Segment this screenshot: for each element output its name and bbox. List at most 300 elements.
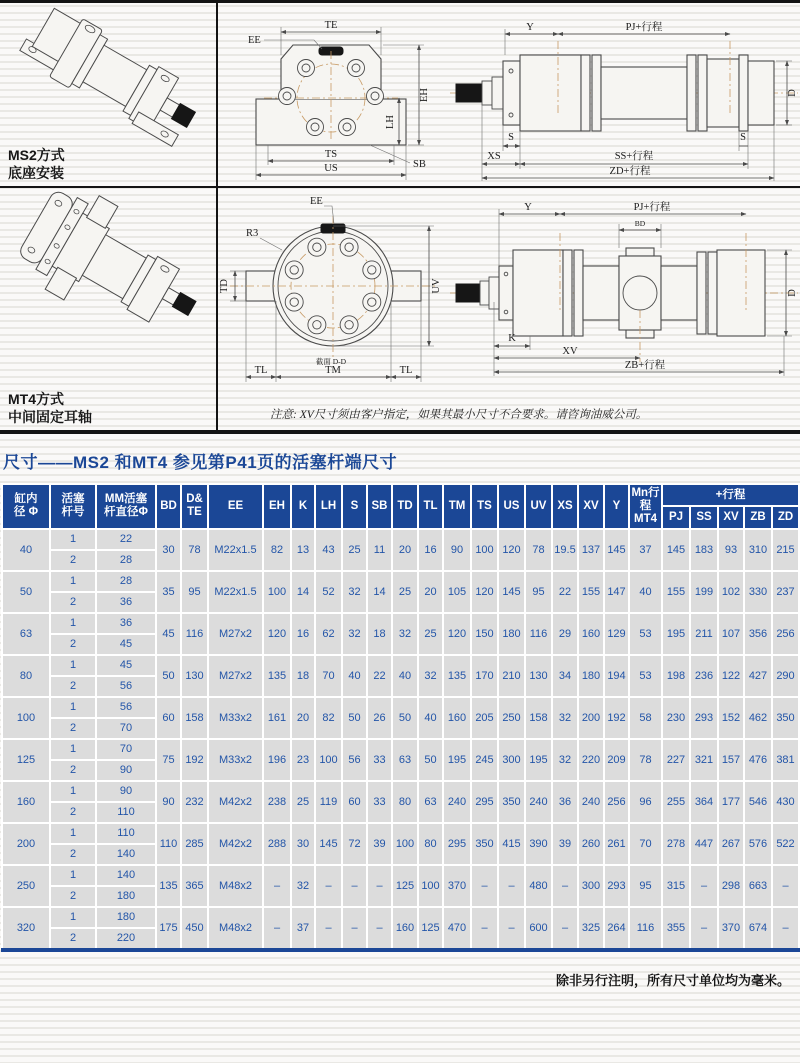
dim-value-cell: 210	[498, 655, 525, 697]
header-plus-col-2: XV	[718, 506, 744, 528]
dim-value-cell: 293	[690, 697, 718, 739]
dim-value-cell: 364	[690, 781, 718, 823]
rod-no-cell: 2	[50, 928, 96, 950]
dim-value-cell: 230	[662, 697, 690, 739]
dim-value-cell: 240	[443, 781, 471, 823]
header-K: K	[291, 484, 315, 529]
header-plus-col-4: ZD	[772, 506, 799, 528]
dim-value-cell: 300	[498, 739, 525, 781]
dim-value-cell: 100	[418, 865, 443, 907]
dim-value-cell: 175	[156, 907, 181, 950]
ms2-end-view-drawing	[218, 3, 450, 186]
rod-mm-cell: 90	[96, 760, 156, 781]
dim-value-cell: 119	[315, 781, 342, 823]
rod-no-cell: 1	[50, 907, 96, 928]
bore-cell: 50	[2, 571, 50, 613]
dim-value-cell: 152	[718, 697, 744, 739]
dim-value-cell: 50	[392, 697, 418, 739]
mt4-endview-cell	[218, 188, 450, 400]
dim-value-cell: 122	[718, 655, 744, 697]
size-row-320	[2, 907, 799, 928]
dim-label-td: TD	[219, 279, 230, 293]
ms2-photo-cell	[0, 3, 218, 186]
dim-value-cell: 78	[629, 739, 662, 781]
dim-value-cell: 195	[525, 739, 552, 781]
dim-value-cell: 100	[471, 529, 498, 571]
mt4-isometric-drawing	[0, 188, 218, 356]
rod-no-cell: 2	[50, 844, 96, 865]
dim-value-cell: 430	[772, 781, 799, 823]
dim-value-cell: 32	[552, 697, 578, 739]
dim-value-cell: 125	[418, 907, 443, 950]
dim-value-cell: 37	[291, 907, 315, 950]
dim-value-cell: 427	[744, 655, 772, 697]
dim-value-cell: 310	[744, 529, 772, 571]
dim-value-cell: –	[315, 865, 342, 907]
dim-label-lh: LH	[385, 115, 396, 129]
bore-cell: 40	[2, 529, 50, 571]
mt4-side-view-drawing	[450, 188, 800, 400]
dim-value-cell: –	[342, 865, 367, 907]
dim-value-cell: 158	[181, 697, 208, 739]
header-BD: BD	[156, 484, 181, 529]
dim-value-cell: 34	[552, 655, 578, 697]
dim-label-xs: XS	[487, 151, 501, 162]
rod-no-cell: 2	[50, 634, 96, 655]
header-Mn-MT4: Mn行 程MT4	[629, 484, 662, 529]
dim-value-cell: 40	[418, 697, 443, 739]
dim-value-cell: 285	[181, 823, 208, 865]
dim-value-cell: 160	[578, 613, 604, 655]
rod-no-cell: 1	[50, 529, 96, 550]
dim-value-cell: –	[263, 907, 291, 950]
dim-value-cell: 450	[181, 907, 208, 950]
rod-mm-cell: 180	[96, 886, 156, 907]
dim-value-cell: 116	[525, 613, 552, 655]
dim-value-cell: 29	[552, 613, 578, 655]
ms2-panel	[0, 3, 800, 188]
rod-mm-cell: 56	[96, 676, 156, 697]
dim-value-cell: 96	[629, 781, 662, 823]
mt4-photo-cell	[0, 188, 218, 430]
dim-value-cell: 480	[525, 865, 552, 907]
bore-cell: 160	[2, 781, 50, 823]
header-TS: TS	[471, 484, 498, 529]
header-TM: TM	[443, 484, 471, 529]
dim-value-cell: 321	[690, 739, 718, 781]
dim-value-cell: 130	[181, 655, 208, 697]
dim-value-cell: 674	[744, 907, 772, 950]
dim-value-cell: 350	[498, 781, 525, 823]
dim-value-cell: 161	[263, 697, 291, 739]
dim-value-cell: 58	[629, 697, 662, 739]
dim-value-cell: 522	[772, 823, 799, 865]
dim-value-cell: 50	[342, 697, 367, 739]
rod-no-cell: 1	[50, 865, 96, 886]
dim-value-cell: 40	[629, 571, 662, 613]
dim-value-cell: 19.5	[552, 529, 578, 571]
header-LH: LH	[315, 484, 342, 529]
dim-value-cell: 116	[181, 613, 208, 655]
dim-value-cell: 70	[629, 823, 662, 865]
dim-value-cell: 82	[315, 697, 342, 739]
dim-label-bd: BD	[634, 219, 646, 228]
dim-value-cell: 120	[471, 571, 498, 613]
mt4-panel	[0, 188, 800, 430]
dim-value-cell: 80	[418, 823, 443, 865]
dim-value-cell: 137	[578, 529, 604, 571]
dim-value-cell: 40	[342, 655, 367, 697]
dim-value-cell: 250	[498, 697, 525, 739]
dim-value-cell: 135	[443, 655, 471, 697]
dim-value-cell: 14	[291, 571, 315, 613]
dim-label-r3: R3	[246, 228, 259, 239]
dim-label-y: Y	[526, 22, 534, 33]
dim-value-cell: 264	[604, 907, 629, 950]
dim-label-ee: EE	[310, 196, 323, 207]
dim-value-cell: 20	[418, 571, 443, 613]
dim-value-cell: 35	[156, 571, 181, 613]
dim-value-cell: 227	[662, 739, 690, 781]
mounting-drawings-section	[0, 0, 800, 434]
rod-mm-cell: 70	[96, 718, 156, 739]
header-plus-col-1: SS	[690, 506, 718, 528]
dim-value-cell: 147	[604, 571, 629, 613]
dim-value-cell: 11	[367, 529, 392, 571]
bore-cell: 80	[2, 655, 50, 697]
dim-value-cell: –	[690, 907, 718, 950]
dim-value-cell: 315	[662, 865, 690, 907]
dim-label-k: K	[508, 333, 516, 344]
footer-note: 除非另行注明，所有尺寸单位均为毫米。	[555, 972, 790, 988]
dim-value-cell: 232	[181, 781, 208, 823]
dim-value-cell: M48x2	[208, 907, 263, 950]
rod-mm-cell: 22	[96, 529, 156, 550]
rod-mm-cell: 110	[96, 802, 156, 823]
page-title: 尺寸——MS2 和MT4 参见第P41页的活塞杆端尺寸	[3, 453, 398, 472]
dim-value-cell: 100	[263, 571, 291, 613]
dim-value-cell: 295	[471, 781, 498, 823]
dim-label-tm: TM	[325, 365, 341, 376]
size-row-50	[2, 571, 799, 592]
header-plus-stroke: +行程	[662, 484, 799, 506]
ms2-label-line2: 底座安装	[8, 164, 64, 181]
header-TL: TL	[418, 484, 443, 529]
dim-value-cell: –	[263, 865, 291, 907]
dim-value-cell: –	[552, 865, 578, 907]
dim-value-cell: 50	[156, 655, 181, 697]
rod-mm-cell: 110	[96, 823, 156, 844]
dim-label-xv: XV	[562, 346, 578, 357]
dim-value-cell: 82	[263, 529, 291, 571]
mt4-label-line1: MT4方式	[8, 390, 64, 407]
rod-no-cell: 1	[50, 739, 96, 760]
ms2-sideview-cell	[450, 3, 800, 186]
size-row-160	[2, 781, 799, 802]
header-SB: SB	[367, 484, 392, 529]
header-bore: 缸内 径 Φ	[2, 484, 50, 529]
rod-no-cell: 1	[50, 781, 96, 802]
dim-value-cell: 22	[367, 655, 392, 697]
dim-value-cell: 75	[156, 739, 181, 781]
dim-value-cell: –	[772, 865, 799, 907]
dim-value-cell: 183	[690, 529, 718, 571]
dim-value-cell: 25	[418, 613, 443, 655]
bore-cell: 100	[2, 697, 50, 739]
dim-value-cell: 56	[342, 739, 367, 781]
dim-value-cell: 145	[604, 529, 629, 571]
dim-value-cell: 45	[156, 613, 181, 655]
header-S: S	[342, 484, 367, 529]
rod-mm-cell: 36	[96, 613, 156, 634]
ms2-isometric-drawing	[0, 3, 218, 153]
size-row-63	[2, 613, 799, 634]
dim-label-uv: UV	[431, 278, 442, 294]
dim-value-cell: 200	[578, 697, 604, 739]
rod-mm-cell: 220	[96, 928, 156, 950]
header-XV: XV	[578, 484, 604, 529]
dim-value-cell: 237	[772, 571, 799, 613]
dim-value-cell: 155	[578, 571, 604, 613]
ms2-side-view-drawing	[450, 3, 800, 186]
dim-value-cell: 25	[392, 571, 418, 613]
dim-value-cell: 14	[367, 571, 392, 613]
size-row-100	[2, 697, 799, 718]
dim-value-cell: 40	[392, 655, 418, 697]
dim-value-cell: 160	[392, 907, 418, 950]
dim-value-cell: 220	[578, 739, 604, 781]
dim-label-zd: ZD+行程	[609, 166, 651, 177]
dim-value-cell: 90	[156, 781, 181, 823]
rod-mm-cell: 36	[96, 592, 156, 613]
header-EE: EE	[208, 484, 263, 529]
dim-value-cell: 32	[342, 613, 367, 655]
dim-value-cell: 18	[291, 655, 315, 697]
rod-mm-cell: 28	[96, 550, 156, 571]
dim-value-cell: 293	[604, 865, 629, 907]
dim-value-cell: M22x1.5	[208, 571, 263, 613]
dim-value-cell: 365	[181, 865, 208, 907]
dim-label-ss: SS+行程	[614, 151, 654, 162]
dim-value-cell: 90	[443, 529, 471, 571]
dim-value-cell: 267	[718, 823, 744, 865]
dim-value-cell: 125	[392, 865, 418, 907]
header-plus-col-0: PJ	[662, 506, 690, 528]
rod-no-cell: 2	[50, 676, 96, 697]
dim-value-cell: 415	[498, 823, 525, 865]
dim-value-cell: 155	[662, 571, 690, 613]
size-row-80	[2, 655, 799, 676]
dim-label-ts: TS	[324, 149, 338, 160]
dim-value-cell: 355	[662, 907, 690, 950]
dim-value-cell: 170	[471, 655, 498, 697]
dim-label-eh: EH	[419, 88, 430, 102]
dim-value-cell: 470	[443, 907, 471, 950]
dim-value-cell: –	[315, 907, 342, 950]
dim-value-cell: 260	[578, 823, 604, 865]
dim-label-ee: EE	[248, 35, 261, 46]
dim-value-cell: 100	[315, 739, 342, 781]
dim-value-cell: 198	[662, 655, 690, 697]
mt4-end-view-drawing	[218, 188, 450, 400]
dim-value-cell: 160	[443, 697, 471, 739]
dim-value-cell: 145	[315, 823, 342, 865]
header-TD: TD	[392, 484, 418, 529]
dim-value-cell: –	[690, 865, 718, 907]
dim-value-cell: 33	[367, 739, 392, 781]
header-US: US	[498, 484, 525, 529]
dim-value-cell: 196	[263, 739, 291, 781]
dim-value-cell: 16	[291, 613, 315, 655]
dimensions-table	[1, 483, 800, 952]
header-EH: EH	[263, 484, 291, 529]
header-rod-mm: MM活塞 杆直径Φ	[96, 484, 156, 529]
dim-value-cell: 663	[744, 865, 772, 907]
dim-value-cell: 52	[315, 571, 342, 613]
dim-value-cell: 177	[718, 781, 744, 823]
dim-value-cell: 205	[471, 697, 498, 739]
dim-label-te: TE	[324, 20, 338, 31]
dim-value-cell: M33x2	[208, 739, 263, 781]
dim-value-cell: 63	[418, 781, 443, 823]
rod-no-cell: 1	[50, 697, 96, 718]
dim-value-cell: 78	[181, 529, 208, 571]
rod-no-cell: 1	[50, 613, 96, 634]
dim-value-cell: 30	[156, 529, 181, 571]
ms2-label-line1: MS2方式	[8, 146, 65, 163]
dim-value-cell: 298	[718, 865, 744, 907]
dim-value-cell: 53	[629, 655, 662, 697]
bore-cell: 125	[2, 739, 50, 781]
dim-value-cell: 145	[498, 571, 525, 613]
dim-label-tl2: TL	[399, 365, 413, 376]
dim-value-cell: 25	[342, 529, 367, 571]
dim-value-cell: 95	[629, 865, 662, 907]
dim-value-cell: –	[552, 907, 578, 950]
size-row-200	[2, 823, 799, 844]
dim-value-cell: M27x2	[208, 655, 263, 697]
dim-label-tl1: TL	[254, 365, 268, 376]
dim-value-cell: 62	[315, 613, 342, 655]
dim-value-cell: 300	[578, 865, 604, 907]
section-label: 截面 D-D	[315, 357, 347, 366]
ms2-mount-label	[8, 146, 65, 182]
dim-value-cell: 95	[525, 571, 552, 613]
dim-value-cell: 195	[662, 613, 690, 655]
dim-value-cell: 39	[552, 823, 578, 865]
dim-value-cell: 261	[604, 823, 629, 865]
dim-label-s1: S	[508, 132, 514, 143]
dim-value-cell: 37	[629, 529, 662, 571]
dim-value-cell: 60	[342, 781, 367, 823]
header-rod-no: 活塞 杆号	[50, 484, 96, 529]
dim-value-cell: 390	[525, 823, 552, 865]
dim-value-cell: 256	[772, 613, 799, 655]
rod-no-cell: 2	[50, 760, 96, 781]
dim-value-cell: M42x2	[208, 823, 263, 865]
rod-mm-cell: 56	[96, 697, 156, 718]
dim-value-cell: 370	[443, 865, 471, 907]
mt4-note: 注意: XV尺寸须由客户指定，如果其最小尺寸不合要求。请咨询油威公司。	[270, 409, 648, 421]
rod-mm-cell: 45	[96, 655, 156, 676]
bore-cell: 63	[2, 613, 50, 655]
dim-value-cell: 70	[315, 655, 342, 697]
dim-value-cell: 600	[525, 907, 552, 950]
dim-value-cell: 135	[263, 655, 291, 697]
dim-value-cell: 180	[498, 613, 525, 655]
dim-value-cell: 145	[662, 529, 690, 571]
size-row-125	[2, 739, 799, 760]
dim-value-cell: M48x2	[208, 865, 263, 907]
dim-value-cell: 157	[718, 739, 744, 781]
rod-no-cell: 2	[50, 718, 96, 739]
dim-value-cell: 180	[578, 655, 604, 697]
dim-value-cell: 209	[604, 739, 629, 781]
dim-value-cell: 476	[744, 739, 772, 781]
dim-label-y: Y	[524, 202, 532, 213]
header-plus-col-3: ZB	[744, 506, 772, 528]
dim-value-cell: 211	[690, 613, 718, 655]
size-row-40	[2, 529, 799, 550]
dim-value-cell: –	[498, 865, 525, 907]
size-row-250	[2, 865, 799, 886]
dim-value-cell: 53	[629, 613, 662, 655]
dim-value-cell: 80	[392, 781, 418, 823]
dim-value-cell: 350	[471, 823, 498, 865]
dim-value-cell: 240	[578, 781, 604, 823]
dim-value-cell: 192	[181, 739, 208, 781]
dim-value-cell: 20	[392, 529, 418, 571]
dim-value-cell: M27x2	[208, 613, 263, 655]
bore-cell: 320	[2, 907, 50, 950]
bore-cell: 200	[2, 823, 50, 865]
dim-value-cell: 110	[156, 823, 181, 865]
dim-value-cell: 105	[443, 571, 471, 613]
header-UV: UV	[525, 484, 552, 529]
dim-value-cell: 120	[443, 613, 471, 655]
dim-value-cell: 194	[604, 655, 629, 697]
dim-value-cell: –	[471, 865, 498, 907]
dim-value-cell: –	[498, 907, 525, 950]
dim-value-cell: 32	[418, 655, 443, 697]
dim-value-cell: –	[367, 865, 392, 907]
dim-value-cell: 245	[471, 739, 498, 781]
dim-value-cell: 30	[291, 823, 315, 865]
rod-no-cell: 2	[50, 802, 96, 823]
dim-label-pj: PJ+行程	[633, 202, 671, 213]
rod-mm-cell: 140	[96, 844, 156, 865]
dim-value-cell: 215	[772, 529, 799, 571]
dim-value-cell: –	[471, 907, 498, 950]
dim-value-cell: 288	[263, 823, 291, 865]
dim-value-cell: 447	[690, 823, 718, 865]
dim-label-d: D	[787, 289, 798, 297]
dim-value-cell: 60	[156, 697, 181, 739]
dim-value-cell: 381	[772, 739, 799, 781]
dim-value-cell: 32	[392, 613, 418, 655]
dim-value-cell: –	[342, 907, 367, 950]
dim-value-cell: 130	[525, 655, 552, 697]
rod-no-cell: 2	[50, 592, 96, 613]
dim-label-pj: PJ+行程	[625, 22, 663, 33]
dim-value-cell: 33	[367, 781, 392, 823]
bore-cell: 250	[2, 865, 50, 907]
dim-value-cell: 195	[443, 739, 471, 781]
dim-value-cell: 32	[552, 739, 578, 781]
dim-value-cell: 39	[367, 823, 392, 865]
dim-value-cell: –	[772, 907, 799, 950]
dim-value-cell: 116	[629, 907, 662, 950]
